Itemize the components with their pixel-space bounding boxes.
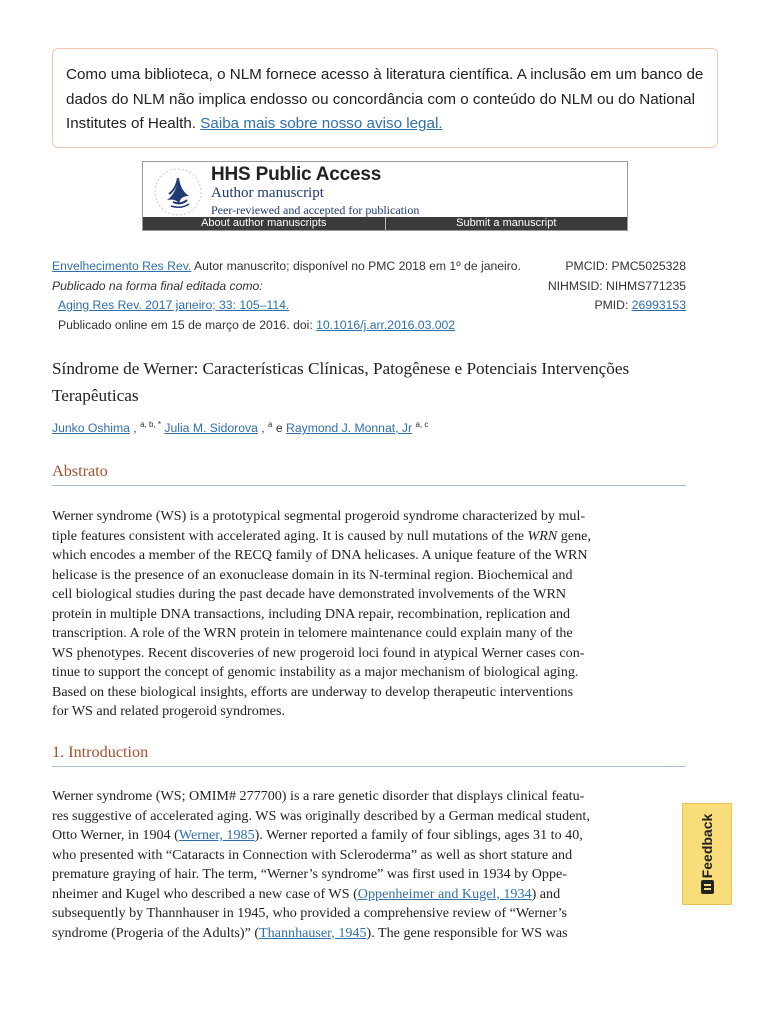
journal-line [52,259,521,273]
journal-note: Autor manuscrito; disponível no PMC 2018 em 1º de janeiro. [194,259,521,273]
submit-manuscript-link[interactable]: Submit a manuscript [385,217,628,230]
journal-link[interactable]: Envelhecimento Res Rev. [52,259,192,273]
intro-text: syndrome (Progeria of the Adults)” ( [52,924,260,941]
pmid-link[interactable]: 26993153 [631,298,686,312]
author-separator: , [261,421,265,436]
intro-text: nheimer and Kugel who described a new case of WS ( [52,885,358,902]
abstract-line: helicase is the presence of an exonuclease domain in its N-terminal region. Biochemical and [52,566,573,583]
abstract-line: protein in multiple DNA transactions, including DNA repair, recombination, replication and [52,605,571,622]
author-list [52,420,428,435]
banner-link-bar [143,217,627,230]
abstract-line: tinue to support the concept of genomic instability as a major mechanism of biological aging. [52,664,579,680]
reference-link[interactable]: Thannhauser, 1945 [259,924,367,941]
banner-subtitle: Author manuscript [211,185,324,201]
disclaimer-text: Como uma biblioteca, o NLM fornece acesso à literatura científica. A inclusão em um banco de dados do NLM não implica endosso ou concordância com o conteúdo do NLM ou do National Institutes of Health. [66,66,704,132]
pmid-label: PMID: [594,298,629,312]
intro-text: ). Werner reported a family of four siblings, ages 31 to 40, [254,827,583,843]
published-as-label: Publicado na forma final editada como: [52,279,263,293]
feedback-button[interactable] [682,803,732,905]
intro-line [52,885,688,905]
nihmsid: NIHMSID: NIHMS771235 [547,279,686,293]
abstract-line: tiple features consistent with accelerated aging. It is caused by null mutations of the WRN gene, [52,527,591,544]
intro-text: ). The gene responsible for WS was [366,924,568,941]
abstract-line: which encodes a member of the RECQ family of DNA helicases. A unique feature of the WRN [52,547,588,563]
author-link[interactable]: Junko Oshima [52,421,130,436]
author-link[interactable]: Julia M. Sidorova [164,421,258,436]
author-affiliation: a, b, * [140,420,161,429]
introduction-heading: 1. Introduction [52,743,686,767]
citation-link[interactable]: Aging Res Rev. 2017 janeiro; 33: 105–114. [58,298,290,312]
reference-link[interactable]: Werner, 1985 [178,827,255,843]
abstract-body [52,507,688,722]
article-title: Síndrome de Werner: Características Clínicas, Patogênese e Potenciais Intervenções Terapêuticas [52,359,630,405]
intro-text: Otto Werner, in 1904 ( [52,827,179,843]
intro-line: subsequently by Thannhauser in 1945, who provided a comprehensive review of “Werner’s [52,905,567,921]
author-separator: , [133,421,137,436]
abstract-heading: Abstrato [52,462,686,486]
intro-line [52,826,688,846]
intro-line: who presented with “Cataracts in Connection with Scleroderma” as well as short stature and [52,846,573,863]
intro-line: res suggestive of accelerated aging. WS was originally described by a German medical student, [52,807,590,824]
disclaimer-notice [52,48,718,148]
hhs-eagle-logo-icon [149,166,207,218]
intro-text: ) and [531,885,561,902]
abstract-line: Werner syndrome (WS) is a prototypical segmental progeroid syndrome characterized by mul- [52,508,586,524]
citation-line [58,298,289,312]
intro-line: premature graying of hair. The term, “Werner’s syndrome” was first used in 1934 by Oppe- [52,866,567,882]
feedback-icon [701,880,714,894]
doi-link[interactable]: 10.1016/j.arr.2016.03.002 [316,318,456,332]
pmid-line [595,298,686,312]
feedback-label: Feedback [699,813,715,879]
reference-link[interactable]: Oppenheimer and Kugel, 1934 [357,885,532,902]
legal-notice-link[interactable]: Saiba mais sobre nosso aviso legal. [200,115,443,132]
about-author-manuscripts-link[interactable]: About author manuscripts [201,217,327,229]
gene-name: WRN [527,527,558,544]
online-text: Publicado online em 15 de março de 2016. doi: [58,318,313,332]
hhs-public-access-banner [142,161,628,231]
abstract-line: cell biological studies during the past decade have demonstrated involvements of the WRN [52,586,567,602]
introduction-body [52,787,688,943]
intro-line: Werner syndrome (WS; OMIM# 277700) is a rare genetic disorder that displays clinical featu- [52,788,585,804]
pmcid: PMCID: PMC5025328 [565,259,686,273]
abstract-line: for WS and related progeroid syndromes. [52,703,286,719]
author-link[interactable]: Raymond J. Monnat, Jr [286,421,413,436]
banner-title: HHS Public Access [211,164,382,185]
online-line [58,318,455,332]
abstract-line: transcription. A role of the WRN protein in telomere maintenance could explain many of the [52,625,573,641]
author-affiliation: a [268,420,273,429]
intro-line [52,924,688,944]
abstract-line: Based on these biological insights, efforts are underway to develop therapeutic interventions [52,683,574,700]
author-separator: e [275,421,283,436]
banner-tagline: Peer-reviewed and accepted for publication [211,203,420,217]
abstract-line: WS phenotypes. Recent discoveries of new progeroid loci found in atypical Werner cases con- [52,644,585,661]
author-affiliation: a, c [415,420,429,429]
